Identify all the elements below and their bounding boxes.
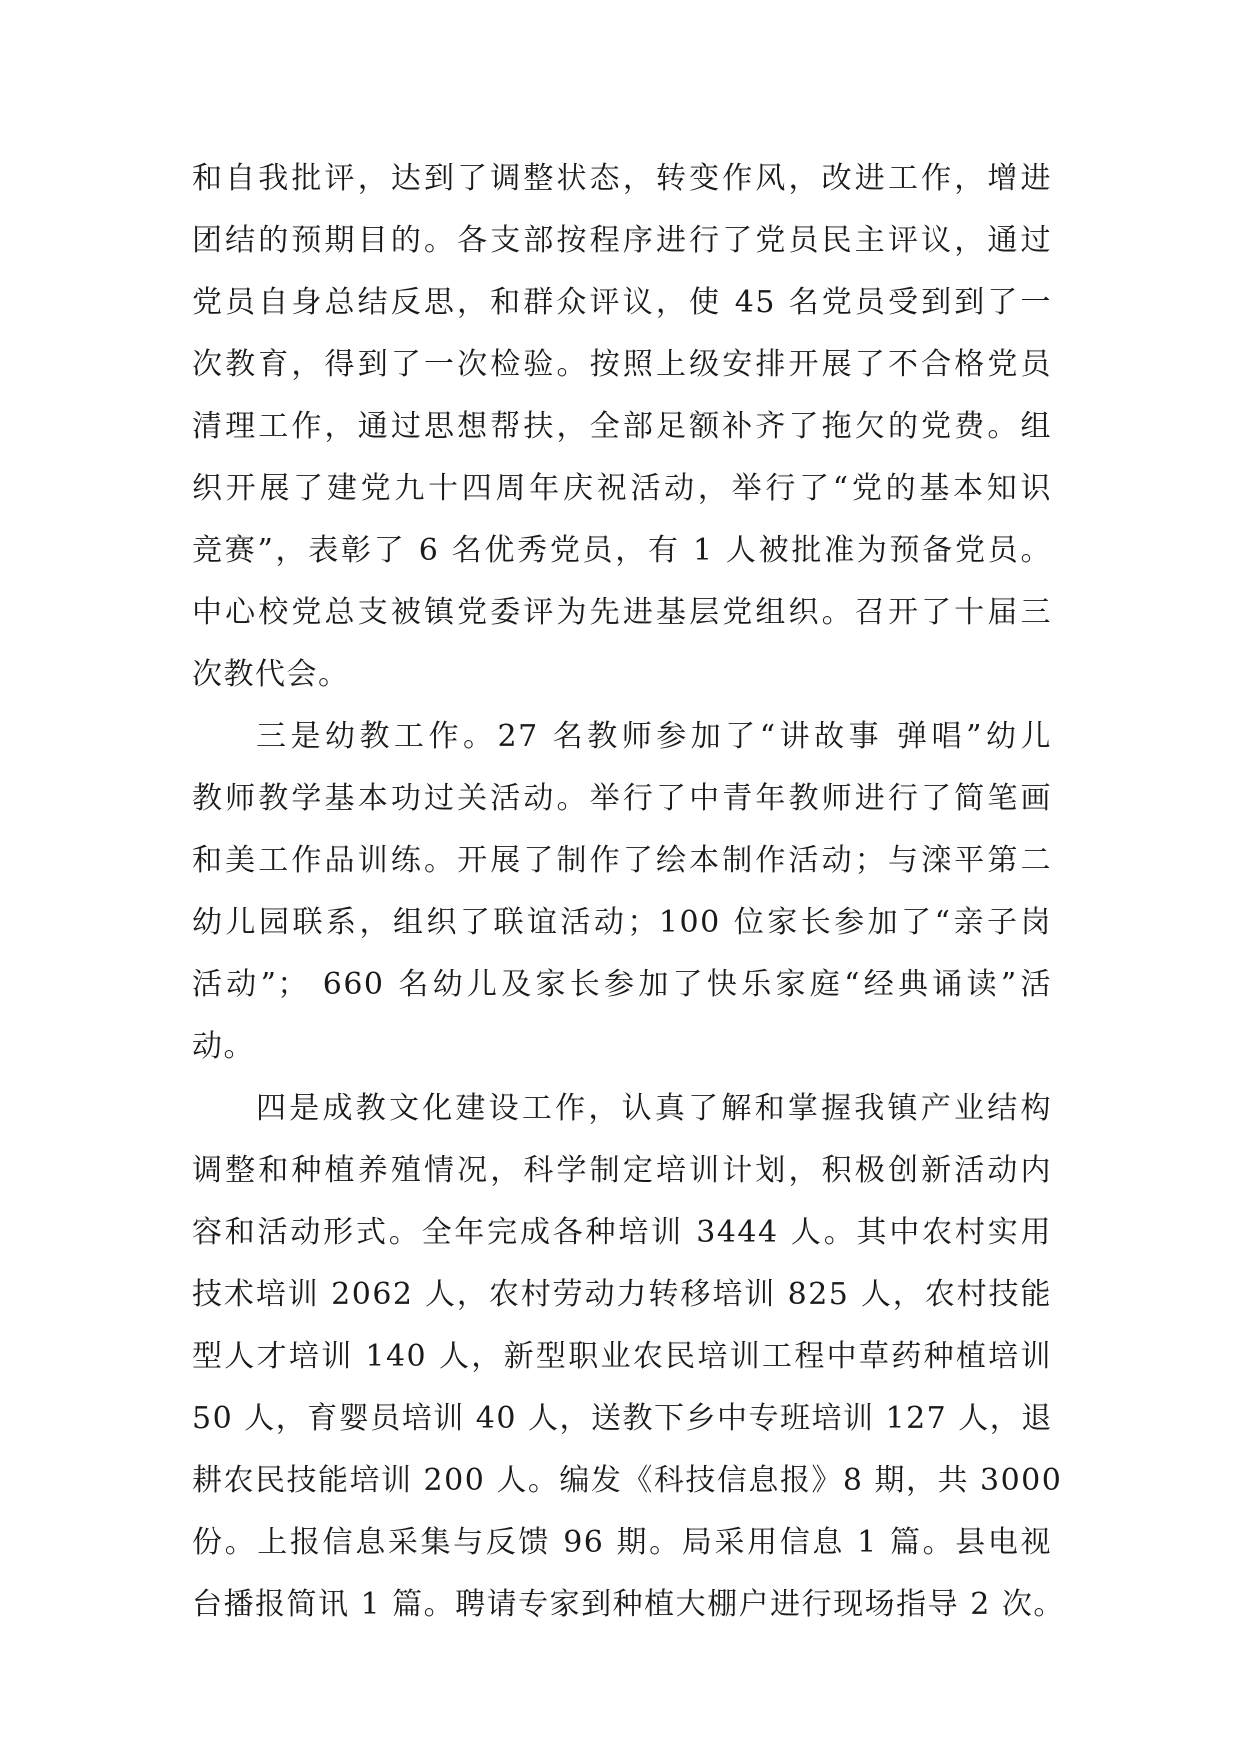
text-line: 清理工作，通过思想帮扶，全部足额补齐了拖欠的党费。组 <box>192 409 1052 444</box>
text-line: 和自我批评，达到了调整状态，转变作风，改进工作，增进 <box>192 161 1052 196</box>
text-line: 次教代会。 <box>192 657 350 692</box>
text-line: 幼儿园联系，组织了联谊活动；100 位家长参加了“亲子岗 <box>192 905 1052 940</box>
text-line: 耕农民技能培训 200 人。编发《科技信息报》8 期，共 3000 <box>192 1463 1063 1498</box>
text-line: 教师教学基本功过关活动。举行了中青年教师进行了简笔画 <box>192 781 1052 816</box>
text-line: 团结的预期目的。各支部按程序进行了党员民主评议，通过 <box>192 223 1052 258</box>
text-line: 中心校党总支被镇党委评为先进基层党组织。召开了十届三 <box>192 595 1052 630</box>
text-line: 50 人，育婴员培训 40 人，送教下乡中专班培训 127 人，退 <box>192 1401 1053 1436</box>
text-line: 台播报简讯 1 篇。聘请专家到种植大棚户进行现场指导 2 次。 <box>192 1587 1065 1622</box>
text-line: 调整和种植养殖情况，科学制定培训计划，积极创新活动内 <box>192 1153 1052 1188</box>
text-line: 党员自身总结反思，和群众评议，使 45 名党员受到到了一 <box>192 285 1052 320</box>
text-line: 活动”； 660 名幼儿及家长参加了快乐家庭“经典诵读”活 <box>192 967 1052 1002</box>
text-line: 四是成教文化建设工作，认真了解和掌握我镇产业结构 <box>256 1091 1052 1126</box>
body-text <box>192 148 1065 1636</box>
text-line: 和美工作品训练。开展了制作了绘本制作活动；与滦平第二 <box>192 843 1052 878</box>
text-line: 竞赛”，表彰了 6 名优秀党员，有 1 人被批准为预备党员。 <box>192 533 1052 568</box>
text-line: 型人才培训 140 人，新型职业农民培训工程中草药种植培训 <box>192 1339 1052 1374</box>
text-line: 次教育，得到了一次检验。按照上级安排开展了不合格党员 <box>192 347 1052 382</box>
text-line: 容和活动形式。全年完成各种培训 3444 人。其中农村实用 <box>192 1215 1052 1250</box>
text-line: 技术培训 2062 人，农村劳动力转移培训 825 人，农村技能 <box>192 1277 1052 1312</box>
text-line: 份。上报信息采集与反馈 96 期。局采用信息 1 篇。县电视 <box>192 1525 1052 1560</box>
text-line: 动。 <box>192 1029 255 1064</box>
text-line: 三是幼教工作。27 名教师参加了“讲故事 弹唱”幼儿 <box>256 719 1052 754</box>
text-line: 织开展了建党九十四周年庆祝活动，举行了“党的基本知识 <box>192 471 1052 506</box>
